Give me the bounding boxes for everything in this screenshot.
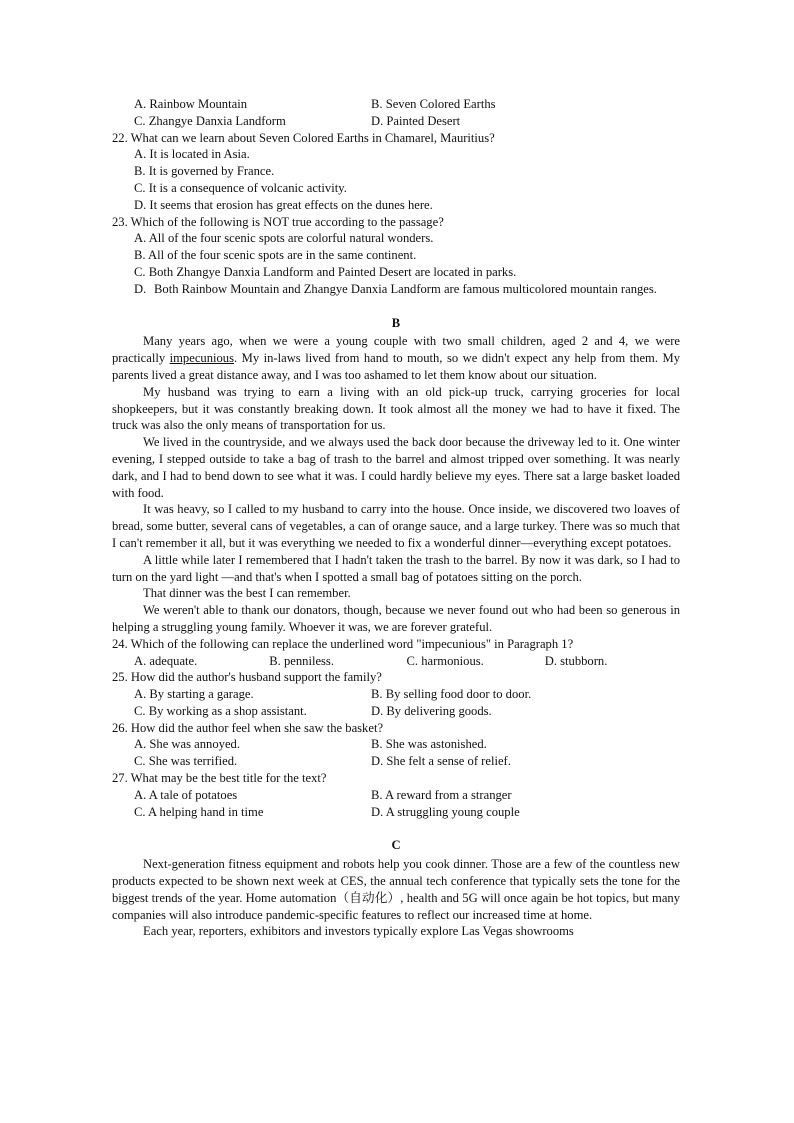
- q23-stem: 23. Which of the following is NOT true according to the passage?: [112, 214, 444, 229]
- q21-option-b: B. Seven Colored Earths: [371, 97, 496, 111]
- q24-options: [112, 653, 680, 670]
- q23-option-a: A. All of the four scenic spots are colorful natural wonders.: [134, 231, 434, 246]
- section-b-paragraph-4: It was heavy, so I called to my husband to carry into the house. Once inside, we discovered two loaves of bread, some butter, several cans of vegetables, a can of orange sauce, and a large turkey. There was so much that I can't remember it all, but it was everything we needed to fix a wonderful dinner—everything except potatoes.: [112, 502, 680, 550]
- section-b-heading: B: [391, 315, 401, 330]
- p1-before: Many years ago, when we were a young couple with two small children, aged 2 and 4, we were practically: [112, 334, 680, 366]
- q25-options-row1: [112, 686, 680, 703]
- q24-stem: 24. Which of the following can replace the underlined word "impecunious" in Paragraph 1?: [112, 636, 574, 651]
- section-b-paragraph-3: We lived in the countryside, and we always used the back door because the driveway led to it. One winter evening, I stepped outside to take a bag of trash to the barrel and almost tripped over something. It was nearly dark, and I had to bend down to see what it was. I could hardly believe my eyes. There sat a large basket loaded with food.: [112, 435, 680, 500]
- q23-option-b: B. All of the four scenic spots are in the same continent.: [134, 248, 417, 263]
- q25-option-b: B. By selling food door to door.: [371, 687, 532, 702]
- q25-options-row2: [112, 703, 680, 720]
- q27-options-row1: [112, 787, 680, 804]
- q26-option-c: C. She was terrified.: [134, 754, 238, 769]
- q26-options-row2: [112, 753, 680, 770]
- q23-option-d-text: Both Rainbow Mountain and Zhangye Danxia Landform are famous multicolored mountain ranges.: [154, 281, 657, 296]
- q24-option-a: A. adequate.: [134, 653, 198, 668]
- q21-options-row2: [112, 113, 680, 130]
- q27-option-b: B. A reward from a stranger: [371, 787, 512, 802]
- q22-option-d: D. It seems that erosion has great effects on the dunes here.: [134, 197, 433, 212]
- p1-after: . My in-laws lived from hand to mouth, so we didn't expect any help from them. My parents lived a great distance away, and I was too ashamed to let them know about our situation.: [112, 351, 680, 382]
- q26-stem: 26. How did the author feel when she saw the basket?: [112, 720, 384, 735]
- section-b-paragraph-7: We weren't able to thank our donators, though, because we never found out who had been so generous in helping a struggling young family. Whoever it was, we are forever grateful.: [112, 603, 680, 634]
- q25-option-a: A. By starting a garage.: [134, 687, 254, 702]
- q22-stem: 22. What can we learn about Seven Colored Earths in Chamarel, Mauritius?: [112, 130, 495, 145]
- section-c-heading: C: [391, 838, 401, 853]
- q21-option-a: A. Rainbow Mountain: [134, 97, 247, 111]
- q25-option-d: D. By delivering goods.: [371, 703, 492, 718]
- q23-option-d: [112, 281, 680, 298]
- q23-option-d-label: D.: [134, 281, 147, 296]
- q24-option-d: D. stubborn.: [544, 653, 608, 668]
- q21-option-d: D. Painted Desert: [371, 113, 461, 128]
- q26-option-a: A. She was annoyed.: [134, 737, 240, 752]
- q26-option-b: B. She was astonished.: [371, 737, 487, 752]
- q22-option-c: C. It is a consequence of volcanic activity.: [134, 180, 347, 195]
- section-b-paragraph-1: [112, 333, 680, 383]
- q26-option-d: D. She felt a sense of relief.: [371, 754, 511, 769]
- q27-stem: 27. What may be the best title for the text?: [112, 771, 327, 786]
- q25-option-c: C. By working as a shop assistant.: [134, 703, 307, 718]
- q27-option-a: A. A tale of potatoes: [134, 787, 238, 802]
- q24-option-b: B. penniless.: [269, 653, 334, 668]
- q27-option-d: D. A struggling young couple: [371, 804, 520, 819]
- exam-page: [112, 96, 680, 940]
- section-c-paragraph-2: Each year, reporters, exhibitors and investors typically explore Las Vegas showrooms: [143, 924, 574, 939]
- q21-option-c: C. Zhangye Danxia Landform: [134, 113, 286, 128]
- q21-options-row1: [112, 96, 680, 113]
- section-b-paragraph-2: My husband was trying to earn a living with an old pick-up truck, carrying groceries for local shopkeepers, but it was constantly breaking down. It took almost all the money we had to have it fixed. The truck was also the only means of transportation for us.: [112, 384, 680, 433]
- q22-option-b: B. It is governed by France.: [134, 164, 275, 179]
- q24-option-c: C. harmonious.: [406, 653, 484, 668]
- q22-option-a: A. It is located in Asia.: [134, 147, 250, 162]
- section-b-paragraph-6: That dinner was the best I can remember.: [143, 586, 351, 601]
- section-c-paragraph-1: Next-generation fitness equipment and robots help you cook dinner. Those are a few of the countless new products expected to be shown next week at CES, the annual tech conference that typically sets the tone for the biggest trends of the year. Home automation（自动化）, health and 5G will once again be hot topics, but many companies will also introduce pandemic-specific features to reflect our increased time at home.: [112, 857, 680, 922]
- underlined-word: impecunious: [169, 351, 234, 366]
- q27-options-row2: [112, 804, 680, 821]
- q26-options-row1: [112, 736, 680, 753]
- section-b-paragraph-5: A little while later I remembered that I hadn't taken the trash to the barrel. By now it was dark, so I had to turn on the yard light —and that's when I spotted a small bag of potatoes sitting on the porch.: [112, 552, 680, 584]
- q27-option-c: C. A helping hand in time: [134, 804, 264, 819]
- q23-option-c: C. Both Zhangye Danxia Landform and Painted Desert are located in parks.: [134, 264, 517, 279]
- q25-stem: 25. How did the author's husband support the family?: [112, 670, 382, 685]
